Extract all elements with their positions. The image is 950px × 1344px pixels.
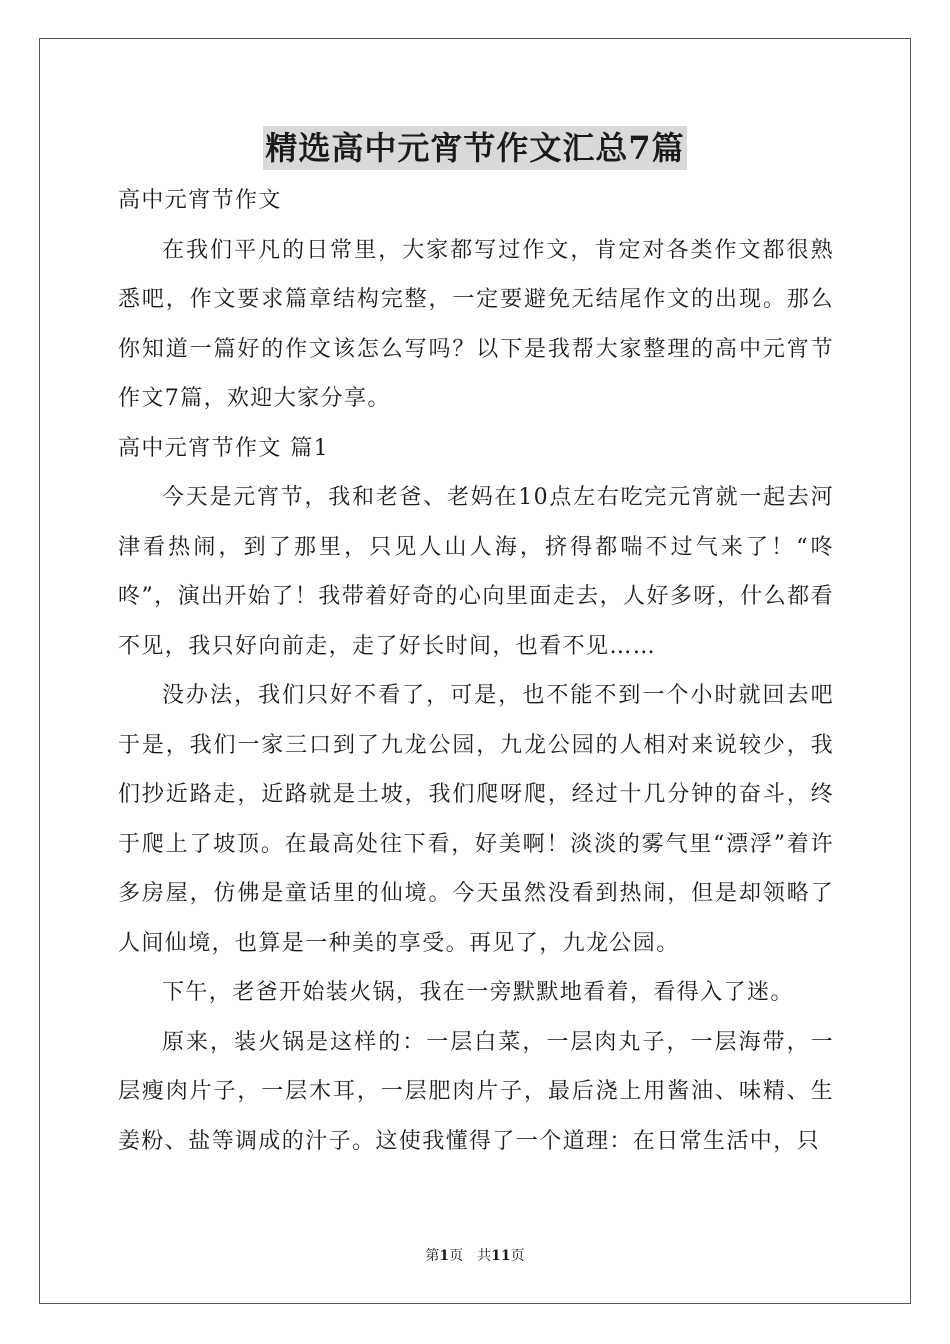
page-number: 1 xyxy=(439,1248,450,1264)
total-suffix: 页 xyxy=(510,1248,525,1264)
section-heading: 高中元宵节作文 篇1 xyxy=(118,435,329,461)
total-prefix: 共 xyxy=(477,1248,492,1264)
page-prefix: 第 xyxy=(425,1248,440,1264)
title-container xyxy=(0,126,950,170)
section-heading: 高中元宵节作文 xyxy=(118,188,282,213)
body-paragraph: 在我们平凡的日常里，大家都写过作文，肯定对各类作文都很熟悉吧，作文要求篇章结构完整，一定要避免无结尾作文的出现。那么你知道一篇好的作文该怎么写吗？以下是我帮大家整理的高中元宵节作文7篇，欢迎大家分享。 xyxy=(118,237,834,411)
document-body xyxy=(118,176,834,1166)
body-paragraph: 原来，装火锅是这样的：一层白菜，一层肉丸子，一层海带，一层瘦肉片子，一层木耳，一层肥肉片子，最后浇上用酱油、味精、生姜粉、盐等调成的汁子。这使我懂得了一个道理：在日常生活中，只 xyxy=(118,1029,834,1154)
body-paragraph: 下午，老爸开始装火锅，我在一旁默默地看着，看得入了迷。 xyxy=(162,980,794,1005)
page-suffix: 页 xyxy=(449,1248,464,1264)
total-pages: 11 xyxy=(491,1248,511,1264)
document-title: 精选高中元宵节作文汇总7篇 xyxy=(263,126,686,170)
page-footer xyxy=(0,1246,950,1266)
body-paragraph: 今天是元宵节，我和老爸、老妈在10点左右吃完元宵就一起去河津看热闹，到了那里，只见人山人海，挤得都喘不过气来了！“咚咚”，演出开始了！我带着好奇的心向里面走去，人好多呀，什么都看不见，我只好向前走，走了好长时间，也看不见…… xyxy=(118,485,834,659)
body-paragraph: 没办法，我们只好不看了，可是，也不能不到一个小时就回去吧于是，我们一家三口到了九龙公园，九龙公园的人相对来说较少，我们抄近路走，近路就是土坡，我们爬呀爬，经过十几分钟的奋斗，终于爬上了坡顶。在最高处往下看，好美啊！淡淡的雾气里“漂浮”着许多房屋，仿佛是童话里的仙境。今天虽然没看到热闹，但是却领略了人间仙境，也算是一种美的享受。再见了，九龙公园。 xyxy=(118,683,834,956)
